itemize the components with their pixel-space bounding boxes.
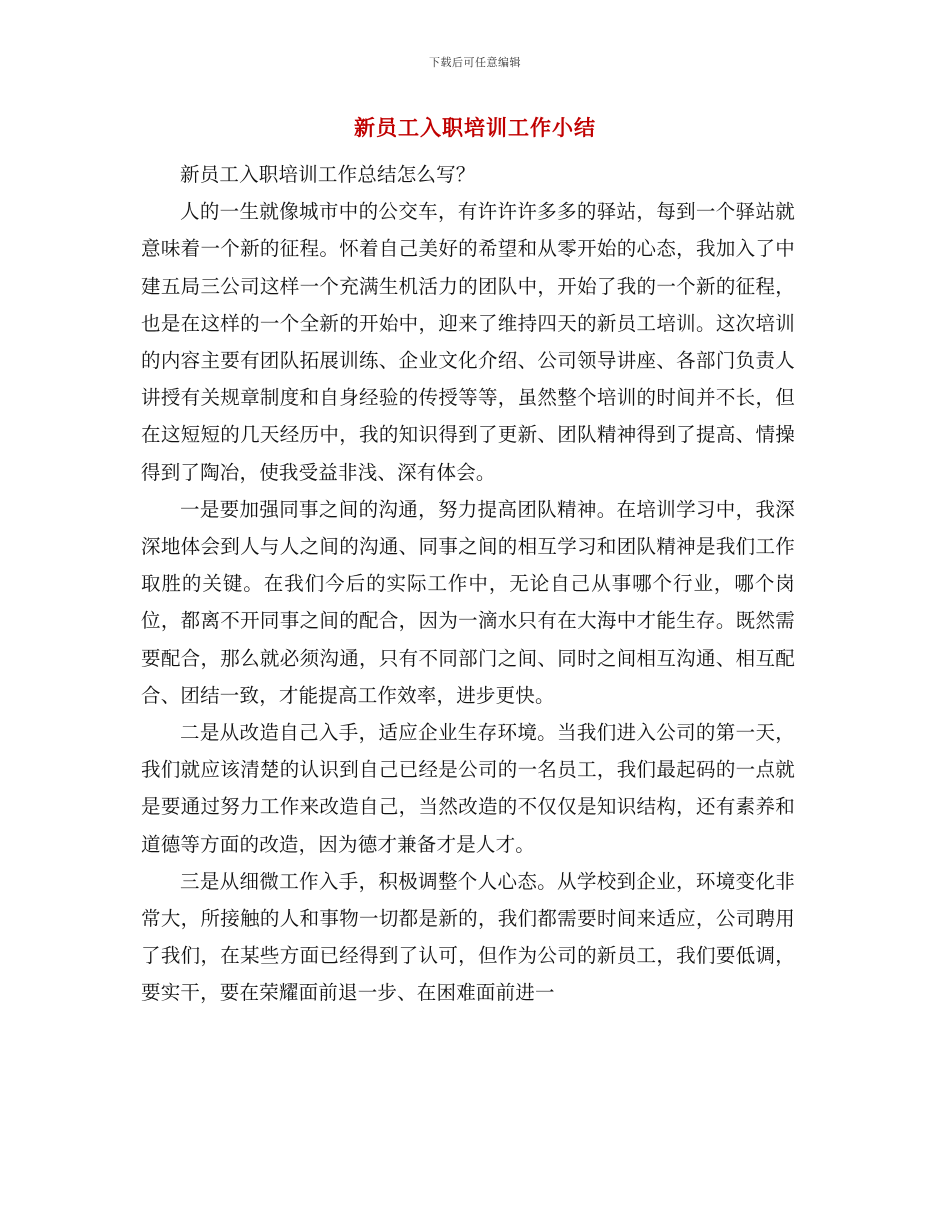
document-title: 新员工入职培训工作小结 [354,115,596,140]
header-note: 下载后可任意编辑 [429,56,521,69]
paragraph-intro: 人的一生就像城市中的公交车，有许许许多多的驿站，每到一个驿站就意味着一个新的征程。怀着自己美好的希望和从零开始的心态，我加入了中建五局三公司这样一个充满生机活力的团队中，开始了我的一个新的征程，也是在这样的一个全新的开始中，迎来了维持四天的新员工培训。这次培训的内容主要有团队拓展训练、企业文化介绍、公司领导讲座、各部门负责人讲授有关规章制度和自身经验的传授等等，虽然整个培训的时间并不长，但在这短短的几天经历中，我的知识得到了更新、团队精神得到了提高、情操得到了陶冶，使我受益非浅、深有体会。 [141,200,795,484]
paragraph-question: 新员工入职培训工作总结怎么写？ [180,163,476,186]
paragraph-point-two: 二是从改造自己入手，适应企业生存环境。当我们进入公司的第一天，我们就应该清楚的认识到自己已经是公司的一名员工，我们最起码的一点就是要通过努力工作来改造自己，当然改造的不仅仅是知识结构，还有素养和道德等方面的改造，因为德才兼备才是人才。 [141,721,795,856]
document-body [141,156,795,1012]
paragraph-point-three: 三是从细微工作入手，积极调整个人心态。从学校到企业，环境变化非常大，所接触的人和事物一切都是新的，我们都需要时间来适应，公司聘用了我们，在某些方面已经得到了认可，但作为公司的新员工，我们要低调，要实干，要在荣耀面前退一步、在困难面前进一 [141,869,795,1005]
paragraph-point-one: 一是要加强同事之间的沟通，努力提高团队精神。在培训学习中，我深深地体会到人与人之间的沟通、同事之间的相互学习和团队精神是我们工作取胜的关键。在我们今后的实际工作中，无论自己从事哪个行业，哪个岗位，都离不开同事之间的配合，因为一滴水只有在大海中才能生存。既然需要配合，那么就必须沟通，只有不同部门之间、同时之间相互沟通、相互配合、团结一致，才能提高工作效率，进步更快。 [141,497,795,707]
